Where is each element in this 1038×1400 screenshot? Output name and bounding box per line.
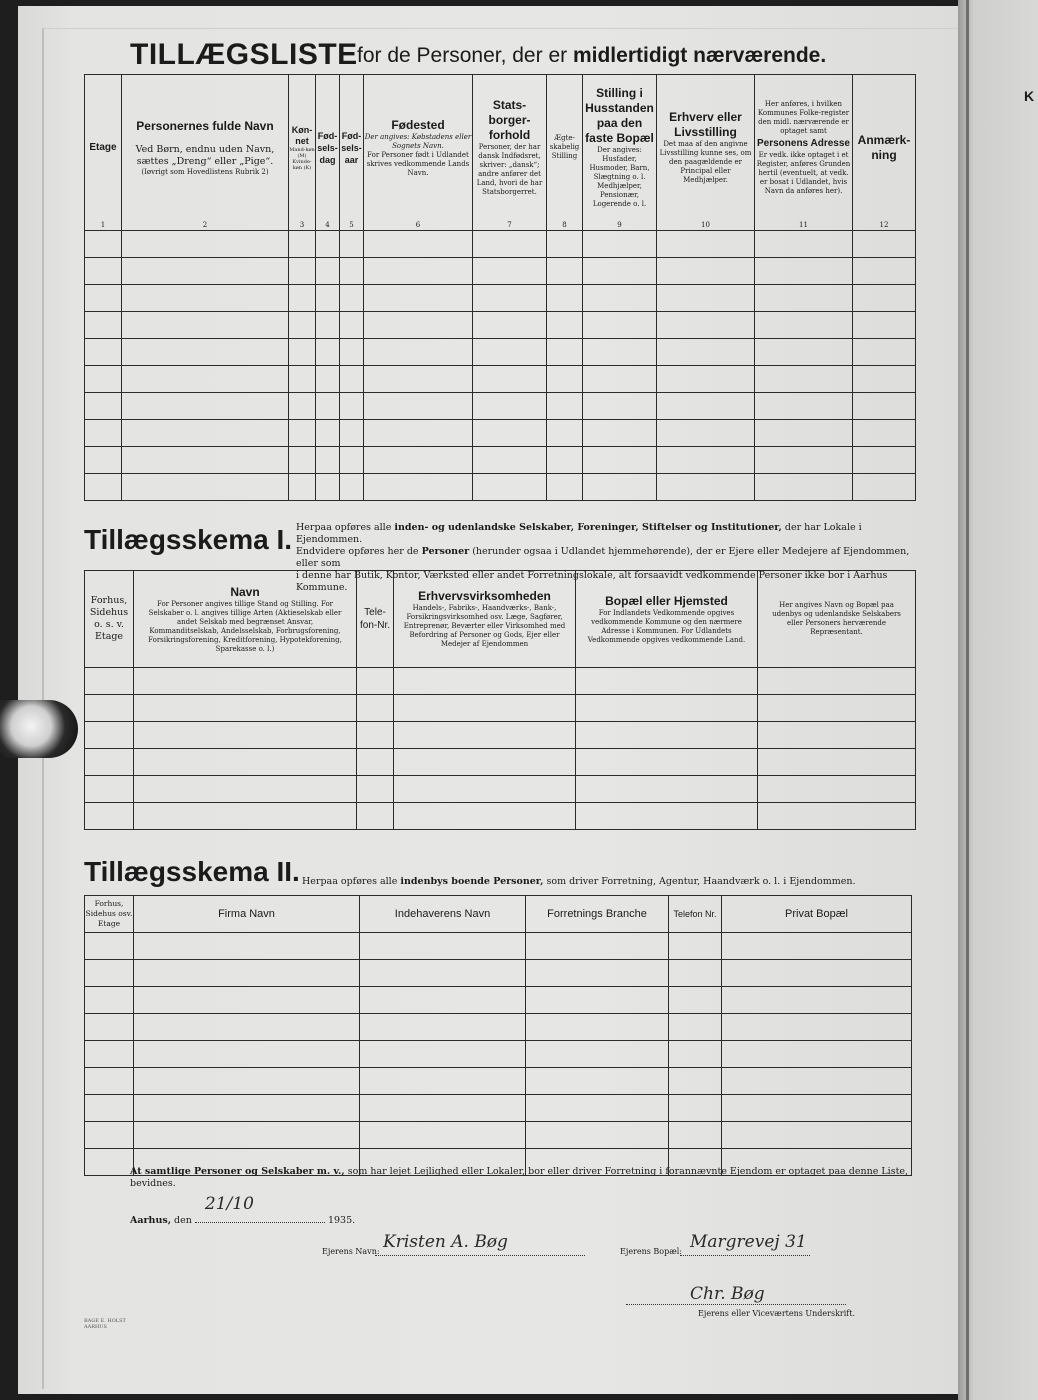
table-row [85, 312, 916, 339]
schema2-table [84, 895, 912, 1176]
table-row [85, 1041, 912, 1068]
table-row [85, 803, 916, 830]
s1-col-representative-header: Her angives Navn og Bopæl paa udenbys og udenlandske Selskabers eller Personers herværende Repræsentant. [758, 571, 916, 668]
date-line: Aarhus, den 21/10 1935. [130, 1194, 356, 1226]
table-row [85, 668, 916, 695]
owner-name-label: Ejerens Navn: [322, 1247, 380, 1256]
table-row [85, 393, 916, 420]
col-birthday-header: Fød-sels-dag [316, 75, 340, 221]
col-num: 1 [85, 220, 122, 231]
table-row [85, 933, 912, 960]
schema2-body [85, 933, 912, 1176]
table-row [85, 285, 916, 312]
page-subtitle: for de Personer, der er midlertidigt nærværende. [357, 44, 827, 67]
owner-address-label: Ejerens Bopæl: [620, 1247, 683, 1256]
col-num: 4 [316, 220, 340, 231]
s1-col-business-header: Erhvervsvirksomheden Handels-, Fabriks-, Haandværks-, Bank-, Forsikringsvirksomhed osv. Læge, Sagfører, Entreprenør, Beværter eller Virksomhed med Befordring af Personer og Gods, Ejer eller Medejer af Ejendommen [394, 571, 576, 668]
column-number-row [85, 220, 916, 231]
main-table-body [85, 231, 916, 501]
adjacent-page [958, 0, 1038, 1400]
s2-col-phone-header: Telefon Nr. [669, 896, 722, 933]
owner-address-line [680, 1255, 810, 1256]
schema2-intro: Herpaa opføres alle indenbys boende Personer, som driver Forretning, Agentur, Haandværk o. l. i Ejendommen. [302, 876, 856, 887]
s1-col-name-header: Navn For Personer angives tillige Stand og Stilling. For Selskaber o. l. angives tillige Arten (Aktieselskab eller andet Selskab med begrænset Ansvar, Kommanditselskab, Andelsselskab, Forbrugsforening, Forsikringsforening, Kreditforening, Hypotekforening, Sparekasse o. l.) [134, 571, 357, 668]
col-num: 8 [547, 220, 583, 231]
table-row [85, 1068, 912, 1095]
owner-name-handwritten: Kristen A. Bøg [383, 1232, 508, 1252]
table-row [85, 474, 916, 501]
col-num: 5 [340, 220, 364, 231]
printer-note: BAGE E. HOLST AARHUS [84, 1318, 126, 1330]
table-row [85, 447, 916, 474]
s2-col-owner-header: Indehaverens Navn [360, 896, 526, 933]
owner-address-handwritten: Margrevej 31 [690, 1232, 807, 1252]
col-num: 12 [853, 220, 916, 231]
schema1-body [85, 668, 916, 830]
col-num: 6 [364, 220, 473, 231]
page-title: TILLÆGSLISTE [130, 38, 358, 71]
col-citizenship-header: Stats-borger-forhold Personer, der har dansk Indfødsret, skriver: „dansk“; andre anfører det Land, hvori de har Statsborgerret. [473, 75, 547, 221]
table-row [85, 695, 916, 722]
header-row [85, 75, 916, 221]
schema2-header-row [85, 896, 912, 933]
declaration: At samtlige Personer og Selskaber m. v., som har lejet Lejlighed eller Lokaler, bor eller driver Forretning i forannævnte Ejendom er optaget paa denne Liste, bevidnes. [130, 1166, 909, 1189]
s2-col-firm-header: Firma Navn [134, 896, 360, 933]
table-row [85, 1014, 912, 1041]
col-sex-header: Køn-net Mand-køn (M) Kvinde-køn (K) [289, 75, 316, 221]
schema1-header-row [85, 571, 916, 668]
s1-col-residence-header: Bopæl eller Hjemsted For Indlandets Vedkommende opgives vedkommende Kommune og den nærmere Adresse i Kommunen. For Udlandets Vedkommende opgives vedkommende Land. [576, 571, 758, 668]
col-num: 10 [657, 220, 755, 231]
signature-label: Ejerens eller Viceværtens Underskrift. [698, 1309, 856, 1318]
table-row [85, 960, 912, 987]
s2-col-residence-header: Privat Bopæl [722, 896, 912, 933]
s2-col-etage-header: Forhus, Sidehus osv. Etage [85, 896, 134, 933]
table-row [85, 722, 916, 749]
s1-col-etage-header: Forhus, Sidehus o. s. v. Etage [85, 571, 134, 668]
table-row [85, 987, 912, 1014]
binder-clip-icon [0, 700, 78, 758]
col-occupation-header: Erhverv eller Livsstilling Det maa af den angivne Livsstilling kunne ses, om den paagældende er Principal eller Medhjælper. [657, 75, 755, 221]
table-row [85, 1122, 912, 1149]
col-name-header: Personernes fulde Navn Ved Børn, endnu uden Navn, sættes „Dreng“ eller „Pige“. (Iøvrigt som Hovedlistens Rubrik 2) [122, 75, 289, 221]
table-row [85, 776, 916, 803]
signature-line [626, 1304, 846, 1305]
s1-col-phone-header: Tele-fon-Nr. [357, 571, 394, 668]
main-table [84, 74, 916, 501]
col-birthplace-header: Fødested Der angives: Købstadens eller Sognets Navn. For Personer født i Udlandet skrives vedkommende Lands Navn. [364, 75, 473, 221]
col-address-header: Her anføres, i hvilken Kommunes Folke-register den midl. nærværende er optaget samt Personens Adresse Er vedk. ikke optaget i et Register, anføres Grunden hertil (eventuelt, at vedk. er bosat i Udlandet, hvis Navn da anføres her). [755, 75, 853, 221]
schema1-title: Tillægsskema I. [84, 524, 293, 555]
table-row [85, 1095, 912, 1122]
table-row [85, 231, 916, 258]
col-marital-header: Ægte-skabelig Stilling [547, 75, 583, 221]
page-edge [966, 0, 969, 1400]
col-num: 9 [583, 220, 657, 231]
table-row [85, 420, 916, 447]
signature-handwritten: Chr. Bøg [690, 1284, 765, 1304]
table-row [85, 749, 916, 776]
col-num: 3 [289, 220, 316, 231]
date-handwritten: 21/10 [204, 1194, 254, 1214]
col-remark-header: Anmærk-ning [853, 75, 916, 221]
col-num: 2 [122, 220, 289, 231]
table-row [85, 366, 916, 393]
schema1-table [84, 570, 916, 830]
table-row [85, 339, 916, 366]
col-etage-header: Etage [85, 75, 122, 221]
schema1-intro: Herpaa opføres alle inden- og udenlandske Selskaber, Foreninger, Stiftelser og Institutioner, der har Lokale i Ejendommen. Endvidere opføres her de Personer (herunder ogsaa i Udlandet hjemmehørende), der er Ejere eller Medejere af Ejendommen, eller som i denne har Butik, Kontor, Værksted eller andet Forretningslokale, alt forsaavidt vedkommende Personer ikke bor i Aarhus Kommune. [296, 522, 910, 593]
table-row [85, 258, 916, 285]
col-birthyear-header: Fød-sels-aar [340, 75, 364, 221]
col-num: 7 [473, 220, 547, 231]
s2-col-branch-header: Forretnings Branche [526, 896, 669, 933]
col-num: 11 [755, 220, 853, 231]
col-household-header: Stilling i Husstanden paa den faste Bopæl Der angives: Husfader, Husmoder, Barn, Slægtning o. l. Medhjælper, Pensionær, Logerende o. l. [583, 75, 657, 221]
schema2-title: Tillægsskema II. [84, 856, 300, 887]
owner-name-line [375, 1255, 585, 1256]
adjacent-page-mark: K [1024, 88, 1035, 104]
